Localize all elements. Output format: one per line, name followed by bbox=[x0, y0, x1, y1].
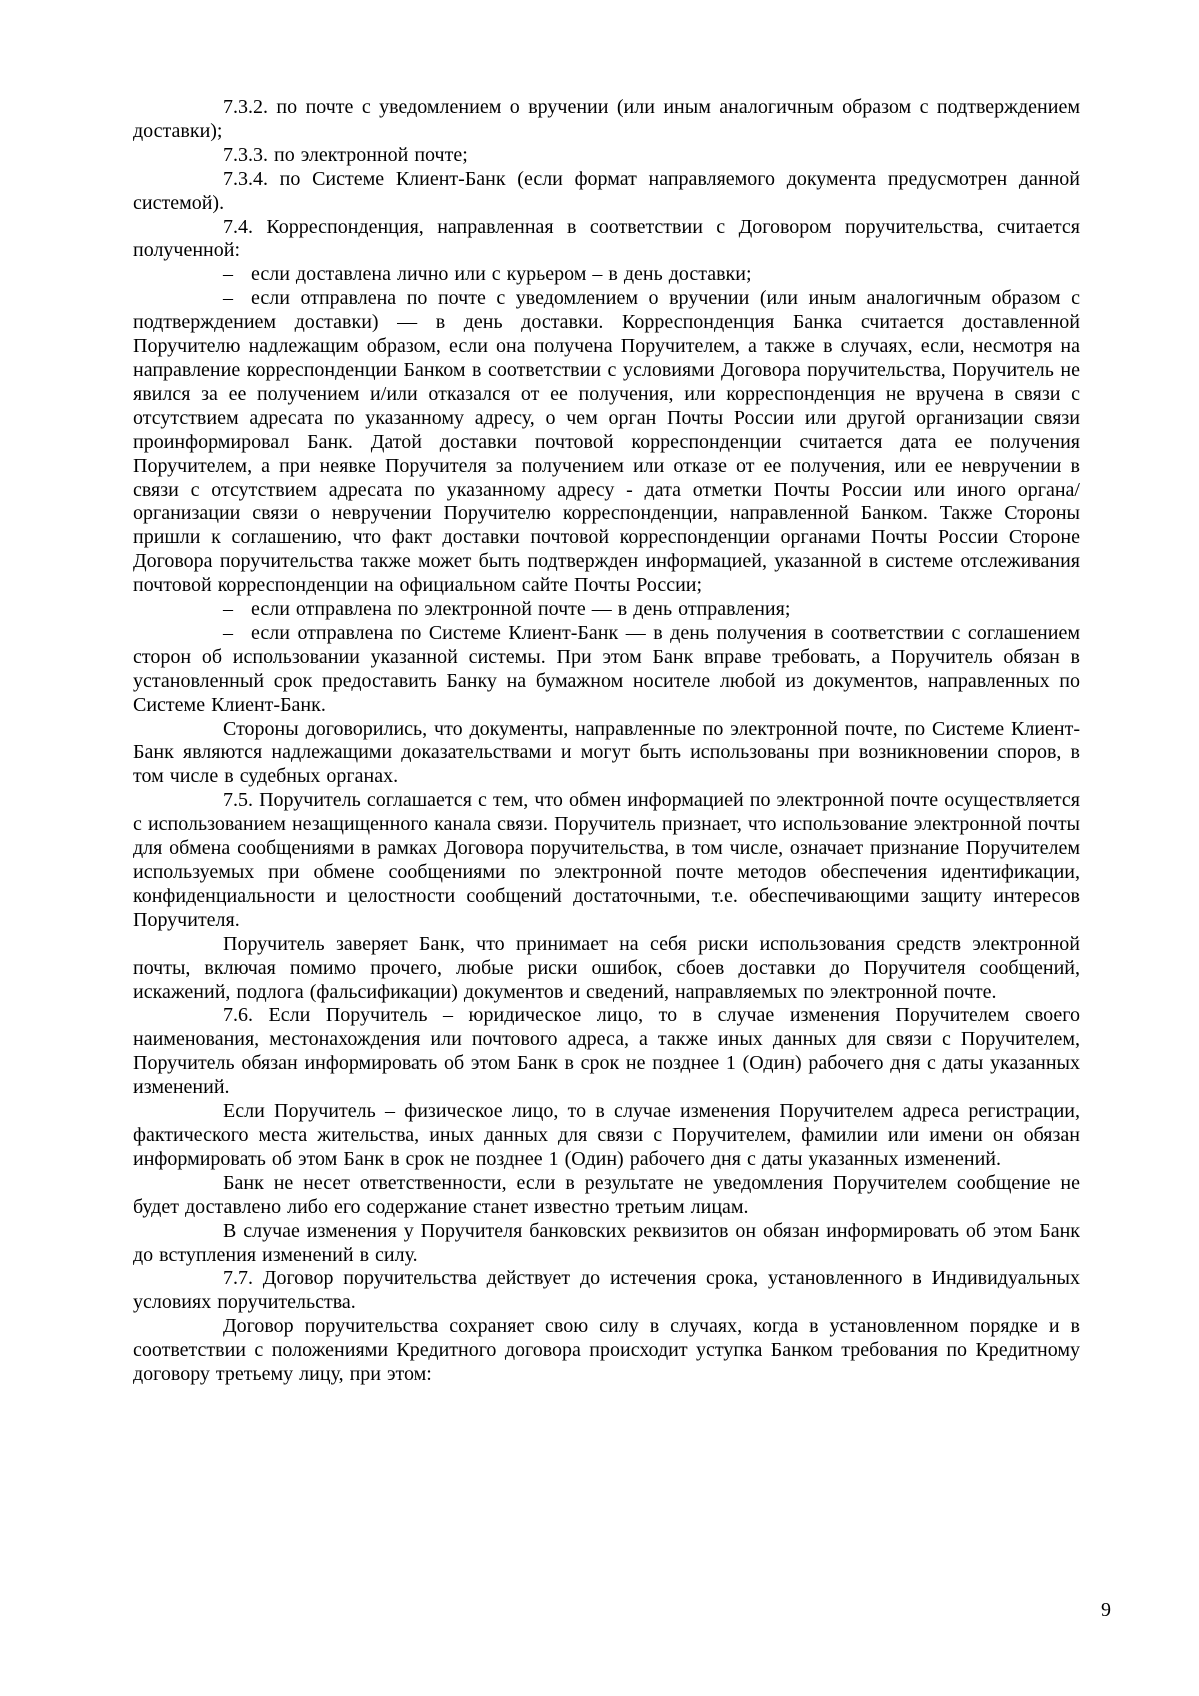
dash-list-item: – если отправлена по Системе Клиент-Банк — в день получения в соответствии с соглашением сторон об использовании указанной системы. При этом Банк вправе требовать, а Поручитель обязан в установленный срок предоставить Банку на бумажном носителе любой из документов, направленных по Системе Клиент-Банк. bbox=[133, 621, 1080, 716]
paragraph: Договор поручительства сохраняет свою силу в случаях, когда в установленном порядке и в соответствии с положениями Кредитного договора происходит уступка Банком требования по Кредитному договору третьему лицу, при этом: bbox=[133, 1315, 1080, 1386]
dash-marker: – bbox=[223, 263, 233, 286]
dash-marker: – bbox=[223, 598, 233, 621]
paragraph: Поручитель заверяет Банк, что принимает на себя риски использования средств электронной почты, включая помимо прочего, любые риски ошибок, сбоев доставки до Поручителя сообщений, искажений, подлога (фальсификации) документов и сведений, направляемых по электронной почте. bbox=[133, 932, 1080, 1003]
paragraph: Стороны договорились, что документы, направленные по электронной почте, по Системе Клиент-Банк являются надлежащими доказательствами и могут быть использованы при возникновении споров, в том числе в судебных органах. bbox=[133, 717, 1080, 788]
paragraph: В случае изменения у Поручителя банковских реквизитов он обязан информировать об этом Банк до вступления изменений в силу. bbox=[133, 1219, 1080, 1266]
paragraph: 7.6. Если Поручитель – юридическое лицо, то в случае изменения Поручителем своего наименования, местонахождения или почтового адреса, а также иных данных для связи с Поручителем, Поручитель обязан информировать об этом Банк в срок не позднее 1 (Один) рабочего дня с даты указанных изменений. bbox=[133, 1004, 1080, 1099]
dash-list-item: – если доставлена лично или с курьером – в день доставки; bbox=[223, 263, 752, 286]
paragraph: 7.5. Поручитель соглашается с тем, что обмен информацией по электронной почте осуществляется с использованием незащищенного канала связи. Поручитель признает, что использование электронной почты для обмена сообщениями в рамках Договора поручительства, в том числе, означает признание Поручителем используемых при обмене сообщениями по электронной почте методов обеспечения идентификации, конфиденциальности и целостности сообщений достаточными, т.е. обеспечивающими защиту интересов Поручителя. bbox=[133, 789, 1080, 931]
paragraph: 7.3.3. по электронной почте; bbox=[223, 143, 468, 166]
dash-list-item: – если отправлена по электронной почте — в день отправления; bbox=[223, 598, 791, 621]
dash-marker: – bbox=[223, 287, 233, 310]
paragraph: 7.4. Корреспонденция, направленная в соответствии с Договором поручительства, считается полученной: bbox=[133, 215, 1080, 262]
paragraph: 7.3.2. по почте с уведомлением о вручении (или иным аналогичным образом с подтверждением доставки); bbox=[133, 96, 1080, 142]
paragraph: Если Поручитель – физическое лицо, то в случае изменения Поручителем адреса регистрации, фактического места жительства, иных данных для связи с Поручителем, фамилии или имени он обязан информировать об этом Банк в срок не позднее 1 (Один) рабочего дня с даты указанных изменений. bbox=[133, 1100, 1080, 1170]
dash-marker: – bbox=[223, 621, 233, 644]
paragraph: 7.3.4. по Системе Клиент-Банк (если формат направляемого документа предусмотрен данной системой). bbox=[133, 167, 1080, 214]
document-body bbox=[133, 96, 1080, 1387]
dash-list-item: – если отправлена по почте с уведомлением о вручении (или иным аналогичным образом с подтверждением доставки) — в день доставки. Корреспонденция Банка считается доставленной Поручителю надлежащим образом, если она получена Поручителем, а также в случаях, если, несмотря на направление корреспонденции Банком в соответствии с условиями Договора поручительства, Поручитель не явился за ее получением и/или отказался от ее получения, или корреспонденция не вручена в связи с отсутствием адресата по указанному адресу, о чем орган Почты России или другой организации связи проинформировал Банк. Датой доставки почтовой корреспонденции считается дата ее получения Поручителем, а при неявке Поручителя за получением или отказе от ее получения, или ее невручении в связи с отсутствием адресата по указанному адресу - дата отметки Почты России или иного органа/организации связи о невручении Поручителю корреспонденции, направленной Банком. Также Стороны пришли к соглашению, что факт доставки почтовой корреспонденции органами Почты России Стороне Договора поручительства также может быть подтвержден информацией, указанной в системе отслеживания почтовой корреспонденции на официальном сайте Почты России; bbox=[133, 287, 1080, 597]
paragraph: 7.7. Договор поручительства действует до истечения срока, установленного в Индивидуальных условиях поручительства. bbox=[133, 1267, 1080, 1314]
page-number: 9 bbox=[1101, 1599, 1111, 1621]
paragraph: Банк не несет ответственности, если в результате не уведомления Поручителем сообщение не будет доставлено либо его содержание станет известно третьим лицам. bbox=[133, 1171, 1080, 1218]
